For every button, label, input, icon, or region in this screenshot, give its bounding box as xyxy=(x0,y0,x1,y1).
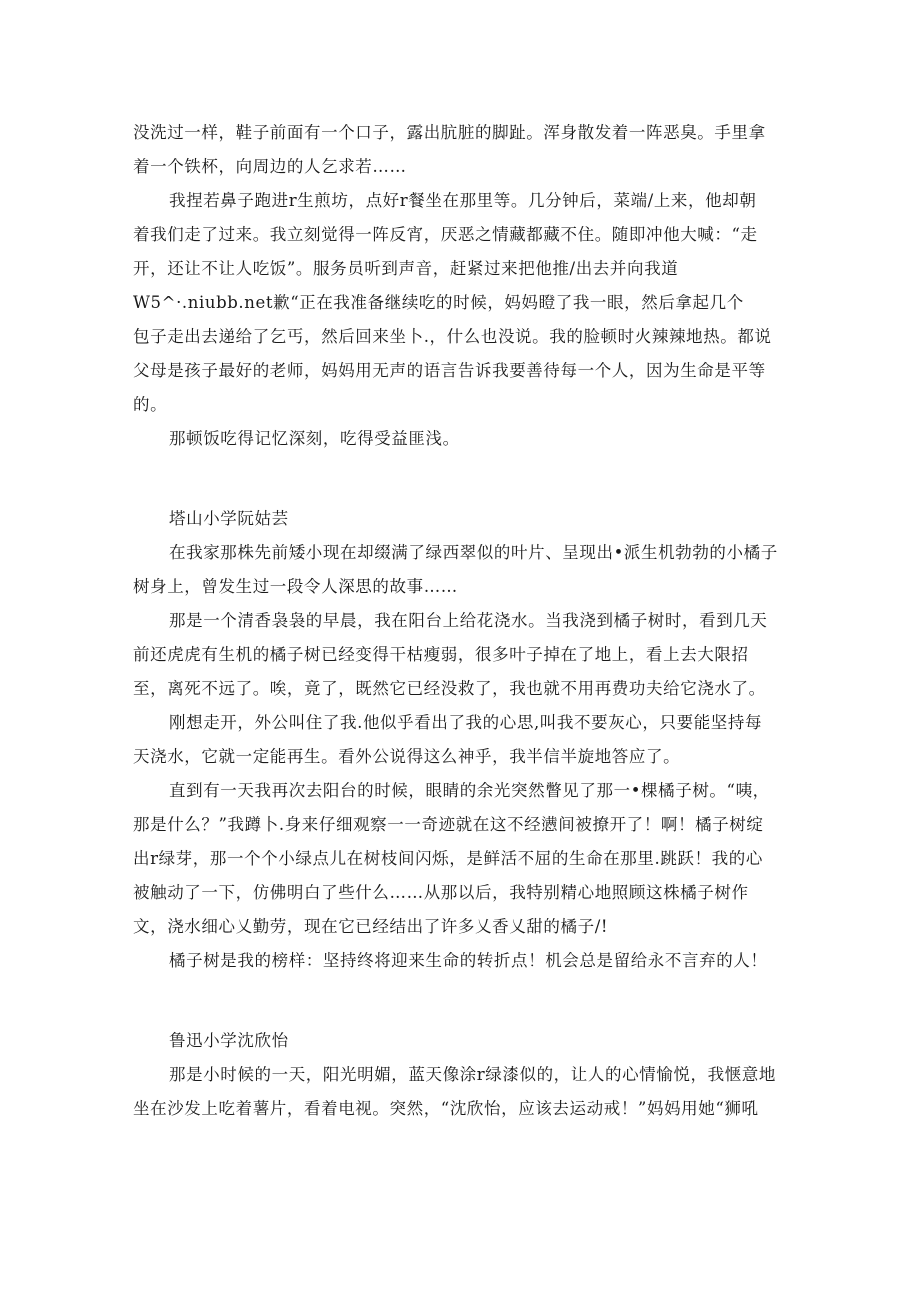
paragraph-continuation xyxy=(133,116,783,184)
paragraph xyxy=(133,774,783,944)
text-line: 树身上，曾发生过一段令人深思的故事…… xyxy=(133,577,458,596)
paragraph xyxy=(133,944,783,978)
document-page xyxy=(133,116,783,1126)
text-line: 出r绿芽，那一个个小绿点儿在树枝间闪烁，是鲜活不屈的生命在那里.跳跃！我的心 xyxy=(133,849,763,868)
text-line: 的。 xyxy=(133,395,168,414)
text-line: 没洗过一样，鞋子前面有一个口子，露出肮脏的脚趾。浑身散发着一阵恶臭。手里拿 xyxy=(133,123,766,142)
text-line: 刚想走开，外公叫住了我.他似乎看出了我的心思,叫我不要灰心，只要能坚持每 xyxy=(169,713,763,732)
section-gap xyxy=(133,456,783,502)
section-gap xyxy=(133,978,783,1024)
text-line: 前还虎虎有生机的橘子树已经变得干枯瘦弱，很多叶子掉在了地上，看上去大限招 xyxy=(133,645,749,664)
paragraph xyxy=(133,422,783,456)
paragraph xyxy=(133,184,783,422)
text-line: 直到有一天我再次去阳台的时候，眼睛的余光突然瞥见了那一•棵橘子树。“咦， xyxy=(169,781,770,800)
text-line: 着我们走了过来。我立刻觉得一阵反宵，厌恶之情藏都藏不住。随即冲他大喊：“走 xyxy=(133,225,758,244)
author-heading xyxy=(133,1024,783,1058)
text-line: 文，浇水细心乂勤劳，现在它已经结出了许多乂香乂甜的橘子/! xyxy=(133,917,609,936)
text-line: 包子走出去递给了乞丐，然后回来坐卜.，什么也没说。我的脸顿时火辣辣地热。都说 xyxy=(133,327,772,346)
author-name: 鲁迅小学沈欣怡 xyxy=(169,1031,289,1050)
text-line: 那顿饭吃得记忆深刻，吃得受益匪浅。 xyxy=(169,429,460,448)
text-line: 那是一个清香袅袅的早晨，我在阳台上给花浇水。当我浇到橘子树时，看到几天 xyxy=(169,611,768,630)
text-line: 天浇水，它就一定能再生。看外公说得这么神乎，我半信半旋地答应了。 xyxy=(133,747,681,766)
text-line: 开，还让不让人吃饭”。服务员听到声音，赶紧过来把他推/出去并向我道 xyxy=(133,259,679,278)
text-line: 坐在沙发上吃着薯片，看着电视。突然，“沈欣怡，应该去运动戒！”妈妈用她“狮吼 xyxy=(133,1099,759,1118)
author-name: 塔山小学阮姑芸 xyxy=(169,509,289,528)
text-line: 那是什么？”我蹲卜.身来仔细观察一一奇迹就在这不经懑间被撩开了！啊！橘子树绽 xyxy=(133,815,764,834)
text-line: 被触动了一下，仿佛明白了些什么……从那以后，我特别精心地照顾这株橘子树作 xyxy=(133,883,749,902)
text-line: 在我家那株先前矮小现在却缀满了绿西翠似的叶片、呈现出•派生机勃勃的小橘子 xyxy=(169,543,778,562)
author-heading xyxy=(133,502,783,536)
text-line: 橘子树是我的榜样：坚持终将迎来生命的转折点！机会总是留给永不言弃的人！ xyxy=(169,951,768,970)
text-line: W5^·.niubb.net歉“正在我准备继续吃的时候，妈妈瞪了我一眼，然后拿起几个 xyxy=(133,293,744,312)
paragraph xyxy=(133,536,783,604)
text-line: 至，离死不远了。唉，竟了，既然它已经没救了，我也就不用再费功夫给它浇水了。 xyxy=(133,679,766,698)
text-line: 那是小时候的一天，阳光明媚，蓝天像涂r绿漆似的，让人的心情愉悦，我惬意地 xyxy=(169,1065,776,1084)
text-line: 着一个铁杯，向周边的人乞求若…… xyxy=(133,157,407,176)
paragraph xyxy=(133,604,783,706)
text-line: 我捏若鼻子跑进r生煎坊，点好r餐坐在那里等。几分钟后，菜端/上来，他却朝 xyxy=(169,191,757,210)
paragraph xyxy=(133,1058,783,1126)
paragraph xyxy=(133,706,783,774)
text-line: 父母是孩子最好的老师，妈妈用无声的语言告诉我要善待每一个人，因为生命是平等 xyxy=(133,361,766,380)
